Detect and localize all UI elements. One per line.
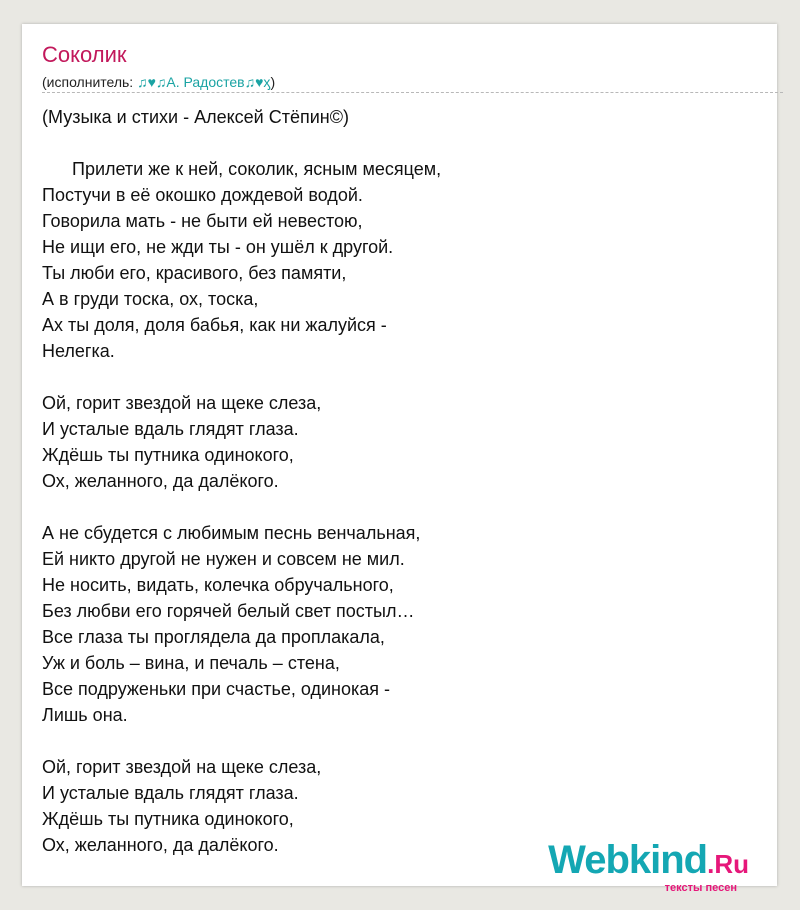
logo-tagline: тексты песен <box>664 882 737 894</box>
lyrics-line: А не сбудется с любимым песнь венчальная, <box>42 523 421 543</box>
lyrics-line: А в груди тоска, ох, тоска, <box>42 289 259 309</box>
performer-prefix: (исполнитель: <box>42 74 138 90</box>
lyrics-line: Говорила мать - не быти ей невестою, <box>42 211 363 231</box>
performer-suffix: ) <box>270 74 276 90</box>
lyrics-blank-line <box>42 494 762 520</box>
lyrics-line: Ей никто другой не нужен и совсем не мил. <box>42 549 405 569</box>
lyrics-card <box>22 24 777 894</box>
lyrics-blank-line <box>42 130 762 156</box>
webkind-logo <box>548 839 749 885</box>
lyrics-line: И усталые вдаль глядят глаза. <box>42 419 299 439</box>
lyrics-line: Лишь она. <box>42 705 128 725</box>
lyrics-line: Прилети же к ней, соколик, ясным месяцем, <box>42 159 442 179</box>
song-title: Соколик <box>42 42 127 67</box>
lyrics-text <box>42 104 762 858</box>
lyrics-line: Ой, горит звездой на щеке слеза, <box>42 393 322 413</box>
performer-name-link[interactable]: ♫♥♫А. Радостев♫♥ӽ <box>137 74 271 90</box>
lyrics-line: Уж и боль – вина, и печаль – стена, <box>42 653 340 673</box>
lyrics-line: Ой, горит звездой на щеке слеза, <box>42 757 322 777</box>
logo-tld: .Ru <box>707 849 749 879</box>
performer-line <box>42 73 275 91</box>
lyrics-line: Все глаза ты проглядела да проплакала, <box>42 627 385 647</box>
lyrics-line: Не носить, видать, колечка обручального, <box>42 575 394 595</box>
lyrics-line: Ждёшь ты путника одинокого, <box>42 809 294 829</box>
lyrics-blank-line <box>42 728 762 754</box>
lyrics-line: Нелегка. <box>42 341 115 361</box>
lyrics-line: Ты люби его, красивого, без памяти, <box>42 263 347 283</box>
lyrics-line: Ждёшь ты путника одинокого, <box>42 445 294 465</box>
lyrics-line: Не ищи его, не жди ты - он ушёл к другой. <box>42 237 394 257</box>
lyrics-line: (Музыка и стихи - Алексей Стёпин©) <box>42 107 349 127</box>
logo-main: Webkind <box>548 838 708 882</box>
lyrics-line: Ох, желанного, да далёкого. <box>42 471 279 491</box>
lyrics-line: Без любви его горячей белый свет постыл… <box>42 601 415 621</box>
lyrics-line: Ах ты доля, доля бабья, как ни жалуйся - <box>42 315 387 335</box>
lyrics-line: Все подруженьки при счастье, одинокая - <box>42 679 390 699</box>
lyrics-blank-line <box>42 364 762 390</box>
lyrics-line: Постучи в её окошко дождевой водой. <box>42 185 363 205</box>
lyrics-line: И усталые вдаль глядят глаза. <box>42 783 299 803</box>
dashed-divider <box>42 92 783 93</box>
lyrics-line: Ох, желанного, да далёкого. <box>42 835 279 855</box>
